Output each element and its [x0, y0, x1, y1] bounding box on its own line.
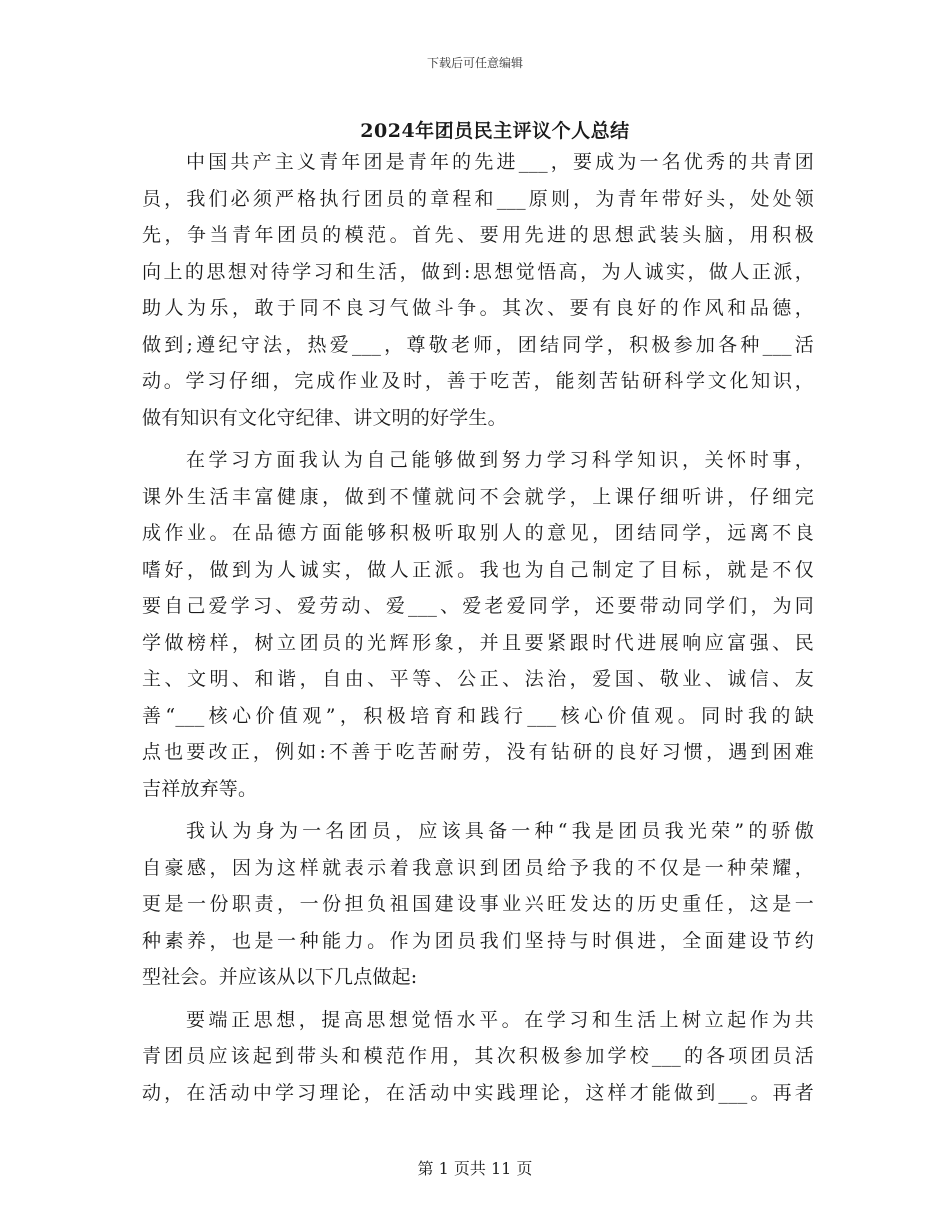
text-line: 吉祥放弃等。	[142, 777, 258, 800]
text-line: 做有知识有文化守纪律、讲文明的好学生。	[142, 406, 507, 429]
document-title: 2024年团员民主评议个人总结	[360, 120, 630, 142]
text-line: 要端正思想，提高思想觉悟水平。在学习和生活上树立起作为共	[186, 1008, 814, 1031]
paragraph	[142, 1002, 814, 1112]
text-line: 在学习方面我认为自己能够做到努力学习科学知识，关怀时事，	[186, 449, 814, 471]
text-line: 中国共产主义青年团是青年的先进___，要成为一名优秀的共青团	[186, 151, 814, 173]
text-line: 动，在活动中学习理论，在活动中实践理论，这样才能做到___。再者	[142, 1081, 814, 1104]
page-header-note: 下载后可任意编辑	[426, 56, 523, 70]
text-line: 点也要改正，例如:不善于吃苦耐劳，没有钻研的良好习惯，遇到困难	[142, 741, 814, 763]
document-body	[142, 144, 814, 1111]
text-line: 助人为乐，敢于同不良习气做斗争。其次、要有良好的作风和品德，	[142, 297, 814, 319]
text-line: 要自己爱学习、爱劳动、爱___、爱老爱同学，还要带动同学们，为同	[142, 595, 814, 617]
text-line: 做到;遵纪守法，热爱___，尊敬老师，团结同学，积极参加各种___活	[142, 333, 814, 356]
text-line: 更是一份职责，一份担负祖国建设事业兴旺发达的历史重任，这是一	[142, 893, 814, 915]
text-line: 课外生活丰富健康，做到不懂就问不会就学，上课仔细听讲，仔细完	[142, 485, 814, 508]
paragraph	[142, 442, 814, 807]
text-line: 种素养，也是一种能力。作为团员我们坚持与时俱进，全面建设节约	[142, 929, 814, 952]
text-line: 先，争当青年团员的模范。首先、要用先进的思想武装头脑，用积极	[142, 224, 814, 246]
text-line: 学做榜样，树立团员的光辉形象，并且要紧跟时代进展响应富强、民	[142, 631, 814, 654]
text-line: 善“___核心价值观”，积极培育和践行___核心价值观。同时我的缺	[142, 704, 814, 727]
text-line: 型社会。并应该从以下几点做起:	[142, 966, 418, 988]
text-line: 向上的思想对待学习和生活，做到:思想觉悟高，为人诚实，做人正派，	[142, 260, 814, 283]
text-line: 主、文明、和谐，自由、平等、公正、法治，爱国、敬业、诚信、友	[142, 668, 814, 690]
paragraph	[142, 144, 814, 436]
text-line: 成作业。在品德方面能够积极听取别人的意见，团结同学，远离不良	[142, 522, 814, 544]
page-number: 第 1 页共 11 页	[417, 1159, 533, 1178]
text-line: 动。学习仔细，完成作业及时，善于吃苦，能刻苦钻研科学文化知识，	[142, 370, 814, 392]
text-line: 我认为身为一名团员，应该具备一种“我是团员我光荣”的骄傲	[186, 820, 814, 842]
text-line: 青团员应该起到带头和模范作用，其次积极参加学校___的各项团员活	[142, 1045, 814, 1067]
text-line: 嗜好，做到为人诚实，做人正派。我也为自己制定了目标，就是不仅	[142, 558, 814, 581]
paragraph	[142, 813, 814, 996]
text-line: 自豪感，因为这样就表示着我意识到团员给予我的不仅是一种荣耀，	[142, 856, 814, 879]
text-line: 员，我们必须严格执行团员的章程和___原则，为青年带好头，处处领	[142, 187, 814, 210]
